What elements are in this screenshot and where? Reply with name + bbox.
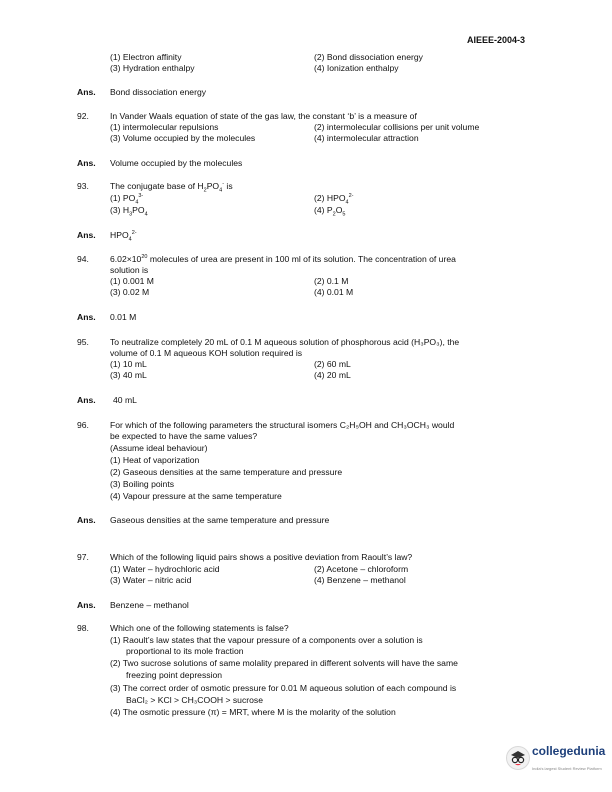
q94-option-4: (4) 0.01 M xyxy=(314,287,354,297)
q97-option-1: (1) Water – hydrochloric acid xyxy=(110,564,220,574)
q96-answer: Gaseous densities at the same temperature and pressure xyxy=(110,515,330,525)
q94-number: 94. xyxy=(77,254,89,264)
q96-text-line1: For which of the following parameters the structural isomers C₂H₅OH and CH₃OCH₃ would xyxy=(110,420,455,430)
q98-text: Which one of the following statements is false? xyxy=(110,623,289,633)
q93-answer-label: Ans. xyxy=(77,230,96,240)
q92-option-1: (1) intermolecular repulsions xyxy=(110,122,219,132)
q95-number: 95. xyxy=(77,337,89,347)
q94-answer-label: Ans. xyxy=(77,312,96,322)
q97-answer-label: Ans. xyxy=(77,600,96,610)
q94-option-3: (3) 0.02 M xyxy=(110,287,150,297)
q98-option-1-line2: proportional to its mole fraction xyxy=(126,646,244,656)
q94-answer: 0.01 M xyxy=(110,312,137,322)
mascot-icon xyxy=(506,746,530,770)
q95-text-line1: To neutralize completely 20 mL of 0.1 M aqueous solution of phosphorous acid (H₃PO₃), the xyxy=(110,337,460,347)
q96-number: 96. xyxy=(77,420,89,430)
q91-option-4: (4) Ionization enthalpy xyxy=(314,63,399,73)
q96-answer-label: Ans. xyxy=(77,515,96,525)
q98-option-2: (2) Two sucrose solutions of same molality prepared in different solvents will have the same xyxy=(110,658,458,668)
q93-text: The conjugate base of $H_2PO_4^-$ is xyxy=(110,181,233,194)
q96-option-4: (4) Vapour pressure at the same temperature xyxy=(110,491,282,501)
q97-answer: Benzene – methanol xyxy=(110,600,189,610)
q93-option-3: (3) $H_3PO_4$ xyxy=(110,205,148,218)
q94-text: $6.02\times 10^{20}$ molecules of urea are present in 100 ml of its solution. The concentration of urea xyxy=(110,254,456,264)
q92-text: In Vander Waals equation of state of the gas law, the constant ‘b’ is a measure of xyxy=(110,111,417,121)
q98-option-3-line2: BaCl₂ > KCl > CH₃COOH > sucrose xyxy=(126,695,263,705)
q98-number: 98. xyxy=(77,623,89,633)
q92-option-4: (4) intermolecular attraction xyxy=(314,133,419,143)
q91-option-3: (3) Hydration enthalpy xyxy=(110,63,195,73)
q95-option-3: (3) 40 mL xyxy=(110,370,147,380)
q97-option-2: (2) Acetone – chloroform xyxy=(314,564,409,574)
q93-number: 93. xyxy=(77,181,89,191)
q91-answer-label: Ans. xyxy=(77,87,96,97)
logo-tagline: India's largest Student Review Platform xyxy=(532,766,602,771)
q92-answer: Volume occupied by the molecules xyxy=(110,158,243,168)
q93-option-2: (2) $HPO_4^{2-}$ xyxy=(314,193,354,206)
q94-option-2: (2) 0.1 M xyxy=(314,276,349,286)
q96-option-2: (2) Gaseous densities at the same temperature and pressure xyxy=(110,467,343,477)
q95-text-line2: volume of 0.1 M aqueous KOH solution required is xyxy=(110,348,303,358)
q92-option-3: (3) Volume occupied by the molecules xyxy=(110,133,256,143)
q92-answer-label: Ans. xyxy=(77,158,96,168)
q95-option-2: (2) 60 mL xyxy=(314,359,351,369)
q97-text: Which of the following liquid pairs shows a positive deviation from Raoult’s law? xyxy=(110,552,413,562)
q97-option-4: (4) Benzene – methanol xyxy=(314,575,406,585)
q98-option-2-line2: freezing point depression xyxy=(126,670,223,680)
q93-answer: $HPO_4^{2-}$ xyxy=(110,230,137,243)
q98-option-3: (3) The correct order of osmotic pressure for 0.01 M aqueous solution of each compound is xyxy=(110,683,457,693)
q98-option-1: (1) Raoult’s law states that the vapour pressure of a components over a solution is xyxy=(110,635,423,645)
document-id: AIEEE-2004-3 xyxy=(467,35,526,45)
q92-option-2: (2) intermolecular collisions per unit volume xyxy=(314,122,480,132)
q97-number: 97. xyxy=(77,552,89,562)
q91-option-1: (1) Electron affinity xyxy=(110,52,182,62)
q93-option-1: (1) $PO_4^{3-}$ xyxy=(110,193,144,206)
q93-option-4: (4) $P_2O_5$ xyxy=(314,205,346,218)
q96-option-3: (3) Boiling points xyxy=(110,479,175,489)
logo-name: collegedunia xyxy=(532,744,606,758)
q95-option-1: (1) 10 mL xyxy=(110,359,147,369)
q97-option-3: (3) Water – nitric acid xyxy=(110,575,192,585)
q98-option-4: (4) The osmotic pressure (π) = MRT, where M is the molarity of the solution xyxy=(110,707,396,717)
q96-option-1: (1) Heat of vaporization xyxy=(110,455,200,465)
q91-option-2: (2) Bond dissociation energy xyxy=(314,52,423,62)
q96-text-line3: (Assume ideal behaviour) xyxy=(110,443,208,453)
q96-text-line2: be expected to have the same values? xyxy=(110,431,258,441)
q92-number: 92. xyxy=(77,111,89,121)
q95-answer: 40 mL xyxy=(113,395,137,405)
collegedunia-logo xyxy=(504,742,604,782)
q91-answer: Bond dissociation energy xyxy=(110,87,207,97)
q94-option-1: (1) 0.001 M xyxy=(110,276,154,286)
q95-option-4: (4) 20 mL xyxy=(314,370,351,380)
q95-answer-label: Ans. xyxy=(77,395,96,405)
q94-text-line2: solution is xyxy=(110,265,149,275)
